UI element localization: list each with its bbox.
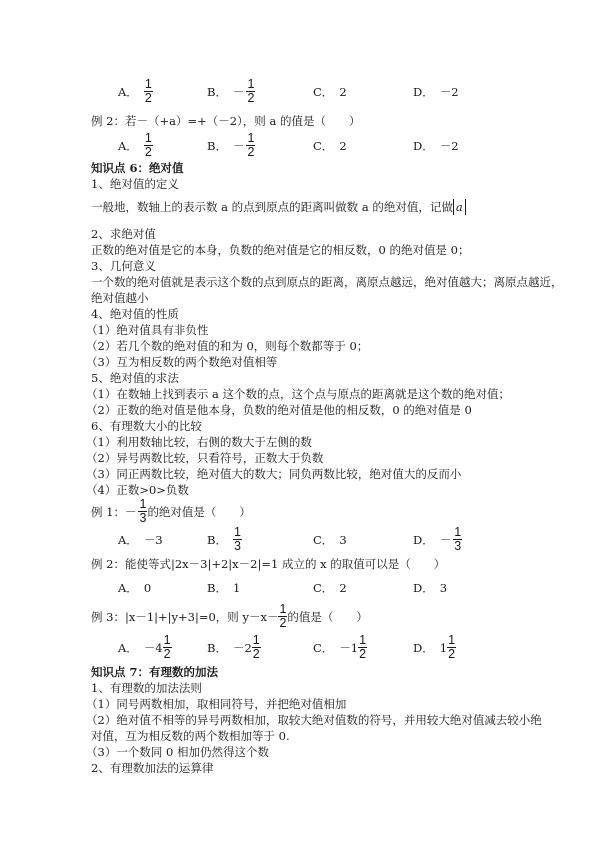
- section6-s3-title: 3、几何意义: [91, 259, 156, 273]
- section6-s6-item: （2）异号两数比较，只看符号，正数大于负数: [86, 451, 324, 465]
- section6-s6-item: （4）正数>0>负数: [86, 483, 189, 497]
- option-a: A． －4 $\frac{1}{2}$: [118, 633, 171, 661]
- section6-s1-text: 一般地，数轴上的表示数 a 的点到原点的距离叫做数 a 的绝对值，记做 a: [91, 199, 466, 215]
- option-b: B． －2 $\frac{1}{2}$: [207, 633, 260, 661]
- section6-s5-title: 5、绝对值的求法: [91, 371, 179, 385]
- section6-ex1-options: [0, 526, 600, 560]
- section6-s6-item: （3）同正两数比较，绝对值大的数大；同负两数比较，绝对值大的反而小: [86, 467, 462, 481]
- section6-s6-item: （1）利用数轴比较，右侧的数大于左侧的数: [86, 435, 312, 449]
- section7-s1-item: （1）同号两数相加，取相同符号，并把绝对值相加: [86, 697, 347, 711]
- option-b: B． 1: [207, 581, 241, 595]
- fraction: $\frac{1}{3}$: [454, 525, 462, 553]
- option-a: A． $\frac{1}{2}$: [118, 77, 152, 105]
- section6-ex3-prompt: 例 3：|x－1|+|y+3|=0，则 y－x－ $\frac{1}{2}$ 的值是（ ）: [91, 602, 368, 630]
- section7-s1-item: （2）绝对值不相等的异号两数相加，取较大绝对值数的符号，并用较大绝对值减去较小绝: [86, 713, 542, 727]
- option-c: C． －1 $\frac{1}{2}$: [313, 633, 367, 661]
- section6-ex2-prompt: 例 2：能使等式|2x－3|+2|x－2|=1 成立的 x 的取值可以是（ ）: [91, 557, 446, 571]
- section6-s5-item: （1）在数轴上找到表示 a 这个数的点，这个点与原点的距离就是这个数的绝对值；: [86, 387, 510, 401]
- section6-s4-title: 4、绝对值的性质: [91, 307, 179, 321]
- option-b: B． － $\frac{1}{2}$: [207, 77, 255, 105]
- section6-s5-item: （2）正数的绝对值是他本身，负数的绝对值是他的相反数，0 的绝对值是 0: [86, 403, 472, 417]
- section6-s2-text: 正数的绝对值是它的本身，负数的绝对值是它的相反数，0 的绝对值是 0；: [91, 243, 470, 257]
- section6-s6-title: 6、有理数大小的比较: [91, 419, 202, 433]
- option-a: A． －3: [118, 533, 163, 547]
- option-d: D． －2: [413, 85, 459, 99]
- section6-s1-title: 1、绝对值的定义: [91, 177, 179, 191]
- section6-s4-item: （2）若几个数的绝对值的和为 0，则每个数都等于 0；: [86, 339, 369, 353]
- fraction: $\frac{1}{2}$: [279, 602, 287, 630]
- option-a: A． 0: [118, 581, 152, 595]
- option-d: D． 1 $\frac{1}{2}$: [413, 633, 456, 661]
- option-d: D． － $\frac{1}{3}$: [413, 525, 462, 553]
- section6-s2-title: 2、求绝对值: [91, 227, 156, 241]
- fraction: $\frac{1}{2}$: [247, 131, 255, 159]
- section7-s1-item: （3）一个数同 0 相加仍然得这个数: [86, 745, 269, 759]
- section7-title: 知识点 7：有理数的加法: [91, 665, 219, 679]
- example2-prompt: 例 2：若－（+a）=+（－2），则 a 的值是（ ）: [91, 114, 361, 128]
- fraction: $\frac{1}{2}$: [144, 131, 152, 159]
- section6-s3-text2: 绝对值越小: [91, 291, 149, 305]
- option-b: B． － $\frac{1}{2}$: [207, 131, 255, 159]
- section6-ex1-prompt: 例 1： － $\frac{1}{3}$ 的绝对值是（ ）: [91, 497, 251, 525]
- section6-ex3-options: [0, 634, 600, 668]
- section6-s4-item: （3）互为相反数的两个数绝对值相等: [86, 355, 278, 369]
- absolute-value-a: a: [453, 199, 466, 215]
- fraction: $\frac{1}{2}$: [247, 77, 255, 105]
- section6-title: 知识点 6：绝对值: [91, 161, 184, 175]
- option-c: C． 2: [313, 581, 347, 595]
- section7-s1-title: 1、有理数的加法法则: [91, 681, 202, 695]
- top-question-options: [0, 78, 600, 112]
- option-d: D． 3: [413, 581, 448, 595]
- fraction: $\frac{1}{3}$: [139, 497, 147, 525]
- section7-s1-item: 对值，互为相反数的两个数相加等于 0.: [91, 729, 290, 743]
- option-c: C． 2: [313, 139, 347, 153]
- section6-s3-text1: 一个数的绝对值就是表示这个数的点到原点的距离，离原点越远，绝对值越大；离原点越近，: [91, 275, 563, 289]
- option-b: B． $\frac{1}{3}$: [207, 525, 241, 553]
- example2-options: [0, 132, 600, 166]
- section6-s4-item: （1）绝对值具有非负性: [86, 323, 209, 337]
- option-c: C． 3: [313, 533, 347, 547]
- option-d: D． －2: [413, 139, 459, 153]
- option-c: C． 2: [313, 85, 347, 99]
- option-a: A． $\frac{1}{2}$: [118, 131, 152, 159]
- section7-s2-title: 2、有理数加法的运算律: [91, 761, 214, 775]
- fraction: $\frac{1}{2}$: [144, 77, 152, 105]
- fraction: $\frac{1}{3}$: [233, 525, 241, 553]
